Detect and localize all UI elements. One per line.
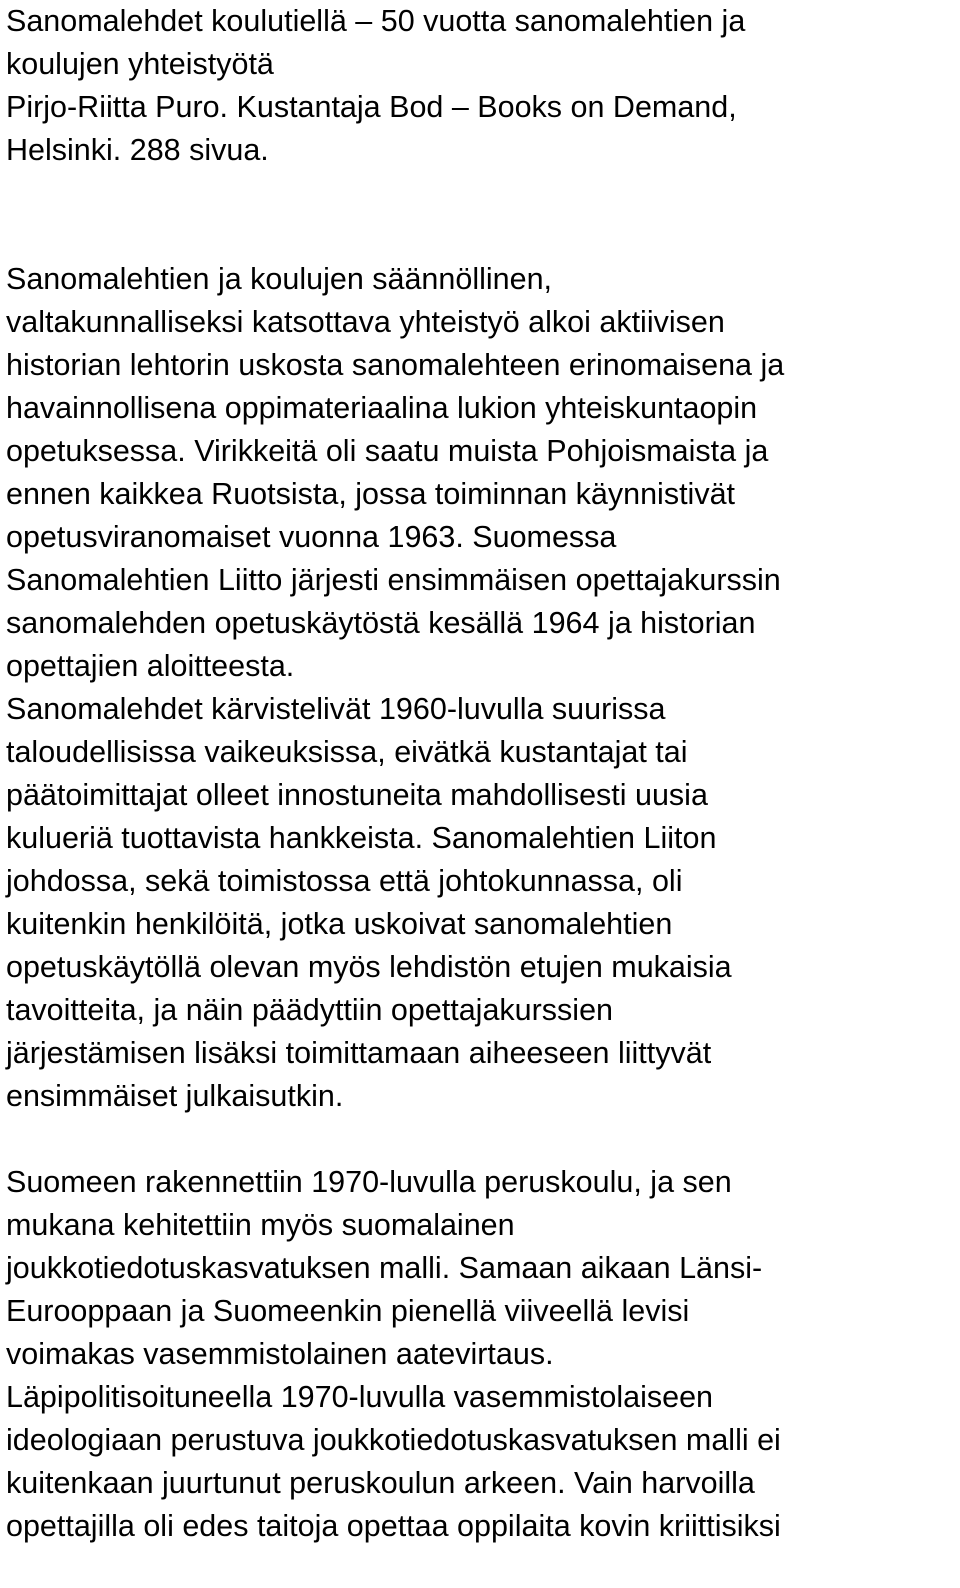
text-line: johdossa, sekä toimistossa että johtokunnassa, oli	[6, 864, 683, 898]
text-line: opettajilla oli edes taitoja opettaa oppilaita kovin kriittisiksi	[6, 1509, 781, 1543]
text-line: Eurooppaan ja Suomeenkin pienellä viiveellä levisi	[6, 1294, 690, 1328]
text-line: mukana kehitettiin myös suomalainen	[6, 1208, 515, 1242]
text-line: havainnollisena oppimateriaalina lukion yhteiskuntaopin	[6, 391, 758, 425]
text-line: Sanomalehtien Liitto järjesti ensimmäisen opettajakurssin	[6, 563, 781, 597]
text-line: kulueriä tuottavista hankkeista. Sanomalehtien Liiton	[6, 821, 717, 855]
text-line: Sanomalehdet kärvistelivät 1960-luvulla suurissa	[6, 692, 666, 726]
blank-space	[6, 172, 956, 258]
text-line: opetusviranomaiset vuonna 1963. Suomessa	[6, 520, 617, 554]
text-line: valtakunnalliseksi katsottava yhteistyö alkoi aktiivisen	[6, 305, 725, 339]
text-line: joukkotiedotuskasvatuksen malli. Samaan aikaan Länsi-	[6, 1251, 763, 1285]
paragraph-1	[6, 258, 956, 1118]
paragraph-2	[6, 1161, 956, 1548]
text-line: voimakas vasemmistolainen aatevirtaus.	[6, 1337, 554, 1371]
book-heading	[6, 0, 956, 172]
text-line: taloudellisissa vaikeuksissa, eivätkä kustantajat tai	[6, 735, 688, 769]
text-line: ensimmäiset julkaisutkin.	[6, 1079, 344, 1113]
text-line: kuitenkin henkilöitä, jotka uskoivat sanomalehtien	[6, 907, 673, 941]
text-line: kuitenkaan juurtunut peruskoulun arkeen. Vain harvoilla	[6, 1466, 755, 1500]
heading-line: Sanomalehdet koulutiellä – 50 vuotta sanomalehtien ja	[6, 4, 746, 38]
text-line: Läpipolitisoituneella 1970-luvulla vasemmistolaiseen	[6, 1380, 713, 1414]
text-line: ennen kaikkea Ruotsista, jossa toiminnan käynnistivät	[6, 477, 736, 511]
text-line: opettajien aloitteesta.	[6, 649, 295, 683]
text-line: opetuksessa. Virikkeitä oli saatu muista Pohjoismaista ja	[6, 434, 769, 468]
document-page	[6, 0, 956, 1548]
heading-line: koulujen yhteistyötä	[6, 47, 274, 81]
heading-line: Pirjo-Riitta Puro. Kustantaja Bod – Books on Demand,	[6, 90, 737, 124]
text-line: Suomeen rakennettiin 1970-luvulla peruskoulu, ja sen	[6, 1165, 732, 1199]
text-line: opetuskäytöllä olevan myös lehdistön etujen mukaisia	[6, 950, 732, 984]
text-line: sanomalehden opetuskäytöstä kesällä 1964 ja historian	[6, 606, 756, 640]
text-line: järjestämisen lisäksi toimittamaan aiheeseen liittyvät	[6, 1036, 712, 1070]
blank-space	[6, 1118, 956, 1161]
text-line: ideologiaan perustuva joukkotiedotuskasvatuksen malli ei	[6, 1423, 781, 1457]
text-line: tavoitteita, ja näin päädyttiin opettajakurssien	[6, 993, 613, 1027]
heading-line: Helsinki. 288 sivua.	[6, 133, 269, 167]
text-line: historian lehtorin uskosta sanomalehteen erinomaisena ja	[6, 348, 785, 382]
text-line: Sanomalehtien ja koulujen säännöllinen,	[6, 262, 553, 296]
text-line: päätoimittajat olleet innostuneita mahdollisesti uusia	[6, 778, 708, 812]
